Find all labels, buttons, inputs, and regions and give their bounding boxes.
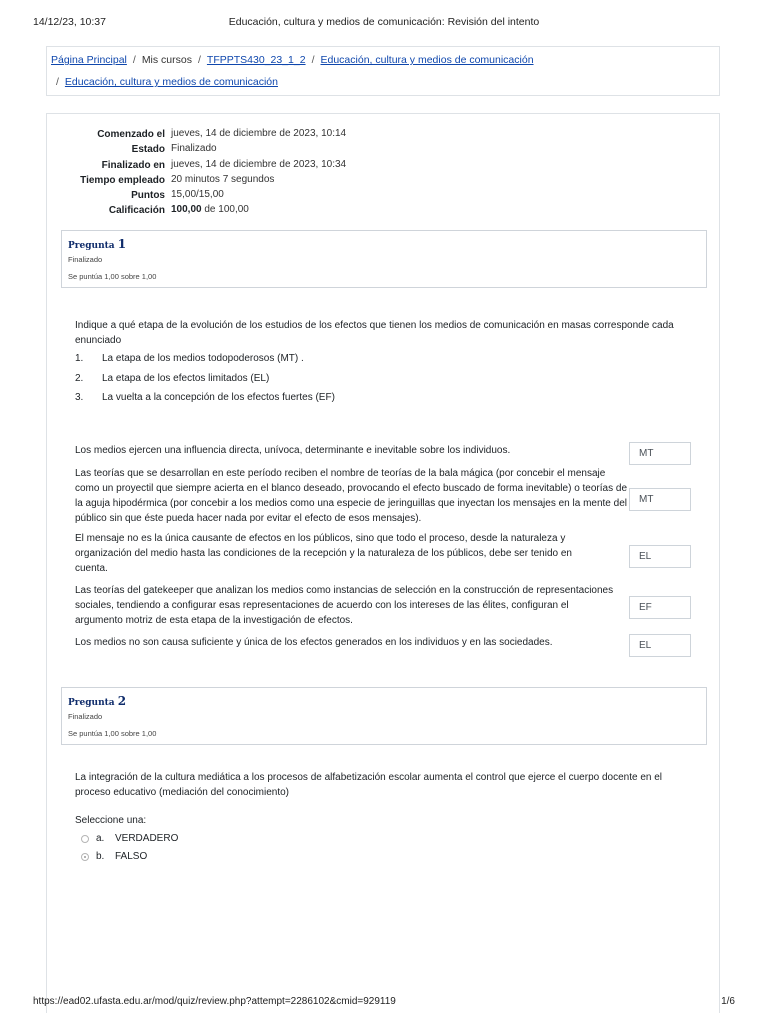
grade-max: de 100,00 [204, 204, 249, 216]
summary-label: Estado [131, 144, 165, 156]
summary-value: 20 minutos 7 segundos [171, 173, 275, 185]
question-prefix: Pregunta [68, 698, 115, 708]
match-statement-4: Las teorías del gatekeeper que analizan los medios como instancias de selección en la construcción de representaciones sociales, tendiendo a configurar esas representaciones de acuerdo con los intereses de las élites, configuran el argumento motriz de esta etapa de la investigación de efectos. [75, 585, 614, 626]
select-one-label: Seleccione una: [75, 815, 147, 826]
breadcrumb-course-name-link[interactable]: Educación, cultura y medios de comunicación [320, 54, 534, 66]
option-label: FALSO [115, 851, 148, 862]
option-letter: b. [96, 851, 105, 862]
summary-value: jueves, 14 de diciembre de 2023, 10:14 [171, 128, 347, 139]
breadcrumb [46, 46, 720, 96]
breadcrumb-separator: / [311, 54, 315, 66]
summary-label: Puntos [131, 190, 165, 202]
summary-label: Comenzado el [97, 129, 165, 140]
print-url: https://ead02.ufasta.edu.ar/mod/quiz/review.php?attempt=2286102&cmid=929119 [33, 996, 396, 1007]
breadcrumb-activity-link[interactable]: Educación, cultura y medios de comunicación [64, 76, 278, 88]
question-1-info [61, 230, 707, 288]
match-statement-5: Los medios no son causa suficiente y única de los efectos generados en los individuos y en las sociedades. [75, 637, 553, 648]
print-page-number: 1/6 [721, 996, 735, 1007]
breadcrumb-my-courses: Mis cursos [141, 54, 192, 66]
question-number-value: 1 [117, 237, 127, 251]
match-answer-select-2[interactable]: MT [629, 488, 691, 511]
question-grade: Se puntúa 1,00 sobre 1,00 [68, 272, 157, 281]
print-header [33, 16, 735, 30]
radio-button[interactable] [81, 853, 89, 861]
summary-value: 15,00/15,00 [171, 189, 224, 201]
breadcrumb-home-link[interactable]: Página Principal [51, 54, 127, 66]
question-1-text: Indique a qué etapa de la evolución de los estudios de los efectos que tienen los medios de comunicación en masas corresponde cada enunciado [75, 320, 674, 346]
grade-score: 100,00 [171, 204, 202, 216]
summary-value [171, 204, 249, 215]
question-grade: Se puntúa 1,00 sobre 1,00 [68, 729, 157, 738]
summary-label: Finalizado en [101, 159, 165, 171]
match-statement-2: Las teorías que se desarrollan en este período reciben el nombre de teorías de la bala mágica (por concebir el mensaje como un proyectil que siempre acierta en el blanco deseado, provocando el efecto buscado de forma inevitable) o teorías de la aguja hipodérmica (por concebir a los medios como una especie de jeringuillas que inyectan los mensajes en la mente del público sin que éste pueda hacer nada por evitar el efecto de esos mensajes). [75, 468, 628, 524]
option-letter: a. [96, 833, 105, 844]
question-number [68, 237, 126, 251]
print-page-title: Educación, cultura y medios de comunicación: Revisión del intento [228, 16, 540, 28]
question-2-info [61, 687, 707, 745]
match-answer-select-3[interactable]: EL [629, 545, 691, 568]
breadcrumb-course-code-link[interactable]: TFPPTS430_23_1_2 [206, 54, 306, 66]
match-statement-1: Los medios ejercen una influencia directa, unívoca, determinante e inevitable sobre los individuos. [75, 445, 511, 456]
question-number-value: 2 [117, 694, 127, 708]
breadcrumb-line-2 [56, 76, 278, 88]
question-2-text: La integración de la cultura mediática a los procesos de alfabetización escolar aumenta el control que ejerce el cuerpo docente en el proceso educativo (mediación del conocimiento) [75, 772, 663, 798]
question-state: Finalizado [68, 255, 103, 264]
option-label: VERDADERO [115, 833, 179, 844]
question-state: Finalizado [68, 712, 103, 721]
summary-label: Calificación [108, 205, 165, 217]
breadcrumb-separator: / [198, 54, 201, 66]
summary-value: Finalizado [171, 143, 217, 155]
breadcrumb-line-1 [51, 54, 534, 66]
print-timestamp: 14/12/23, 10:37 [33, 16, 106, 28]
summary-label: Tiempo empleado [80, 174, 165, 186]
summary-value: jueves, 14 de diciembre de 2023, 10:34 [171, 158, 347, 170]
match-answer-select-4[interactable]: EF [629, 596, 691, 619]
match-answer-select-1[interactable]: MT [629, 442, 691, 465]
match-answer-select-5[interactable]: EL [629, 634, 691, 657]
radio-button[interactable] [81, 835, 89, 843]
match-statement-3: El mensaje no es la única causante de efectos en los públicos, sino que todo el proceso, desde la naturaleza y organización del medio hasta las condiciones de la recepción y la naturaleza de los públicos, debe ser tenido en cuenta. [75, 533, 572, 574]
breadcrumb-separator: / [132, 54, 136, 66]
print-footer [33, 996, 735, 1010]
breadcrumb-separator: / [56, 76, 59, 88]
question-number [68, 694, 126, 708]
question-prefix: Pregunta [68, 241, 115, 251]
